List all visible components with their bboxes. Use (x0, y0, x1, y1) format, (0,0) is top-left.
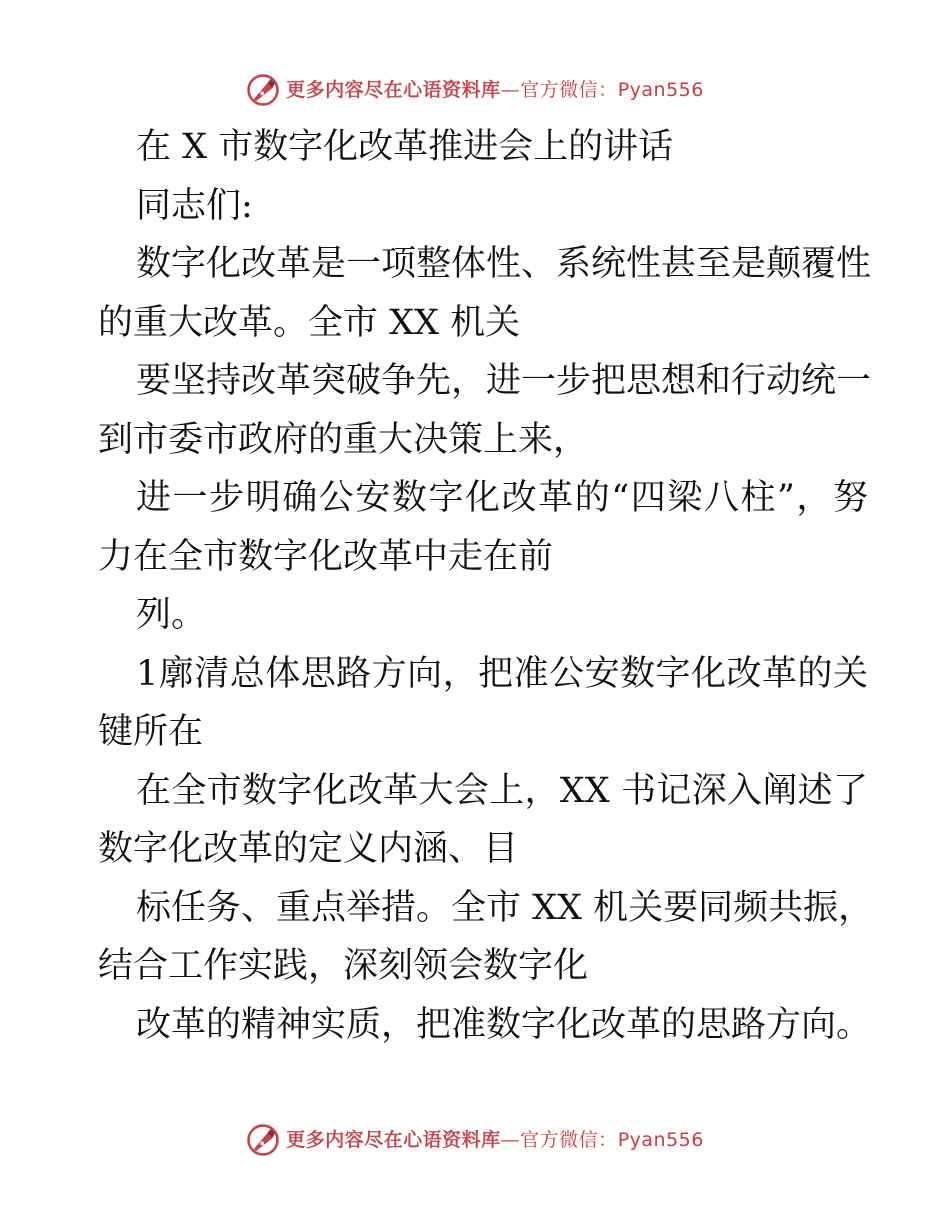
banner-brand: 更多内容尽在心语资料库 (286, 78, 501, 101)
banner-text (286, 1128, 704, 1151)
document-line: 1廓清总体思路方向，把准公安数字化改革的关 (136, 653, 868, 694)
header-banner (0, 70, 950, 110)
document-line: 的重大改革。全市 XX 机关 (98, 302, 521, 343)
banner-contact-label: 官方微信： (520, 78, 618, 101)
pen-nib-logo-icon (246, 1123, 280, 1157)
document-title-line: 在 X 市数字化改革推进会上的讲话 (136, 127, 674, 167)
document-line: 在全市数字化改革大会上，XX 书记深入阐述了 (136, 770, 868, 811)
banner-text (286, 78, 704, 101)
document-body (98, 118, 874, 1054)
document-line: 列。 (136, 595, 207, 635)
document-line: 键所在 (98, 712, 204, 752)
footer-banner (0, 1120, 950, 1160)
banner-dash: — (500, 78, 521, 101)
document-line: 改革的精神实质，把准数字化改革的思路方向。 (136, 1004, 872, 1045)
banner-brand: 更多内容尽在心语资料库 (286, 1128, 501, 1151)
document-line: 数字化改革是一项整体性、系统性甚至是颠覆性 (136, 244, 872, 284)
banner-wechat-id: Pyan556 (617, 78, 704, 101)
document-line: 数字化改革的定义内涵、目 (98, 829, 519, 869)
banner-contact-label: 官方微信： (520, 1128, 618, 1151)
document-line: 结合工作实践，深刻领会数字化 (98, 946, 589, 986)
pen-nib-logo-icon (246, 73, 280, 107)
document-line: 标任务、重点举措。全市 XX 机关要同频共振， (136, 887, 874, 928)
document-line: 同志们: (136, 185, 253, 226)
document-line: 进一步明确公安数字化改革的“四梁八柱”，努 (136, 478, 868, 518)
banner-dash: — (500, 1128, 521, 1151)
document-line: 要坚持改革突破争先，进一步把思想和行动统一 (136, 361, 872, 401)
document-line: 到市委市政府的重大决策上来， (98, 419, 589, 460)
banner-wechat-id: Pyan556 (617, 1128, 704, 1151)
document-line: 力在全市数字化改革中走在前 (98, 536, 554, 577)
